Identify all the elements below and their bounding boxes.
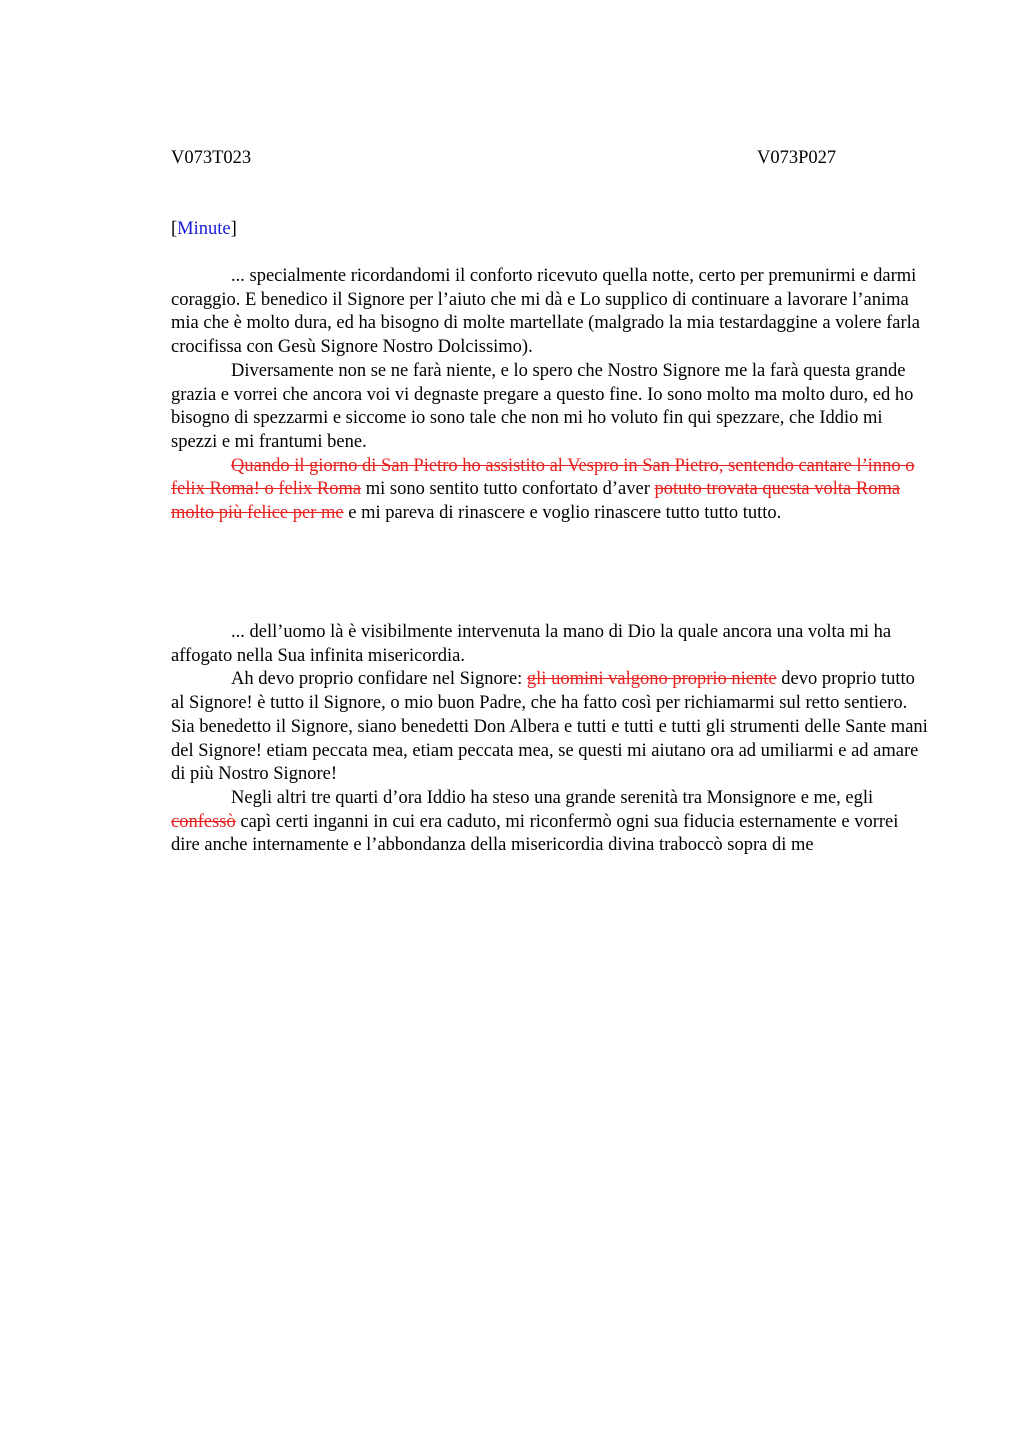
document-code-left: V073T023 xyxy=(171,148,252,168)
section-heading xyxy=(171,218,237,240)
paragraph-text: Negli altri tre quarti d’ora Iddio ha steso una grande serenità tra Monsignore e me, egli xyxy=(231,787,874,808)
paragraph-text: devo proprio tutto al Signore! è tutto il Signore, o mio buon Padre, che ha fatto così per richiamarmi sul retto sentiero. Sia benedetto il Signore, siano benedetti Don Albera e tutti e tutti e tutti gli strumenti delle Sante mani del Signore! etiam peccata mea, etiam peccata mea, se questi mi aiutano ora ad umiliarmi e ad amare di più Nostro Signore! xyxy=(171,669,928,785)
paragraph: Diversamente non se ne farà niente, e lo spero che Nostro Signore me la farà questa grande grazia e vorrei che ancora voi vi degnaste pregare a questo fine. Io sono molto ma molto duro, ed ho bisogno di spezzarmi e siccome io sono tale che non mi ho voluto fin qui spezzare, che Iddio mi spezzi e mi frantumi bene. xyxy=(171,360,914,452)
paragraph: ... dell’uomo là è visibilmente intervenuta la mano di Dio la quale ancora una volta mi ha affogato nella Sua infinita misericordia. xyxy=(171,622,892,666)
deleted-text: confessò xyxy=(171,811,236,832)
deleted-text: gli uomini valgono proprio niente xyxy=(526,669,777,690)
paragraph: ... specialmente ricordandomi il conforto ricevuto quella notte, certo per premunirmi e darmi coraggio. E benedico il Signore per l’aiuto che mi dà e Lo supplico di continuare a lavorare l’anima mia che è molto dura, ed ha bisogno di molte martellate (malgrado la mia testardaggine a volere farla crocifissa con Gesù Signore Nostro Dolcissimo). xyxy=(171,266,920,358)
paragraph-text: e mi pareva di rinascere e voglio rinascere tutto tutto tutto. xyxy=(343,503,782,524)
deleted-text: potuto trovata questa volta Roma molto più felice per me xyxy=(171,479,901,524)
paragraph xyxy=(171,455,931,526)
paragraph xyxy=(171,787,931,858)
text-block-first xyxy=(171,265,931,526)
section-label-minute: Minute xyxy=(177,219,231,239)
paragraph-text: Ah devo proprio confidare nel Signore: xyxy=(231,669,527,690)
paragraph xyxy=(171,668,931,787)
paragraph-text: mi sono sentito tutto confortato d’aver xyxy=(361,479,655,500)
paragraph-text: capì certi inganni in cui era caduto, mi riconfermò ogni sua fiducia esternamente e vorrei dire anche internamente e l’abbondanza della misericordia divina traboccò sopra di me xyxy=(171,811,899,856)
open-bracket: [ xyxy=(171,219,178,239)
document-code-right: V073P027 xyxy=(757,148,837,168)
deleted-text: Quando il giorno di San Pietro ho assistito al Vespro in San Pietro, sentendo cantare l’inno o felix Roma! o felix Roma xyxy=(171,455,915,500)
close-bracket: ] xyxy=(230,219,237,239)
text-block-second xyxy=(171,621,931,858)
